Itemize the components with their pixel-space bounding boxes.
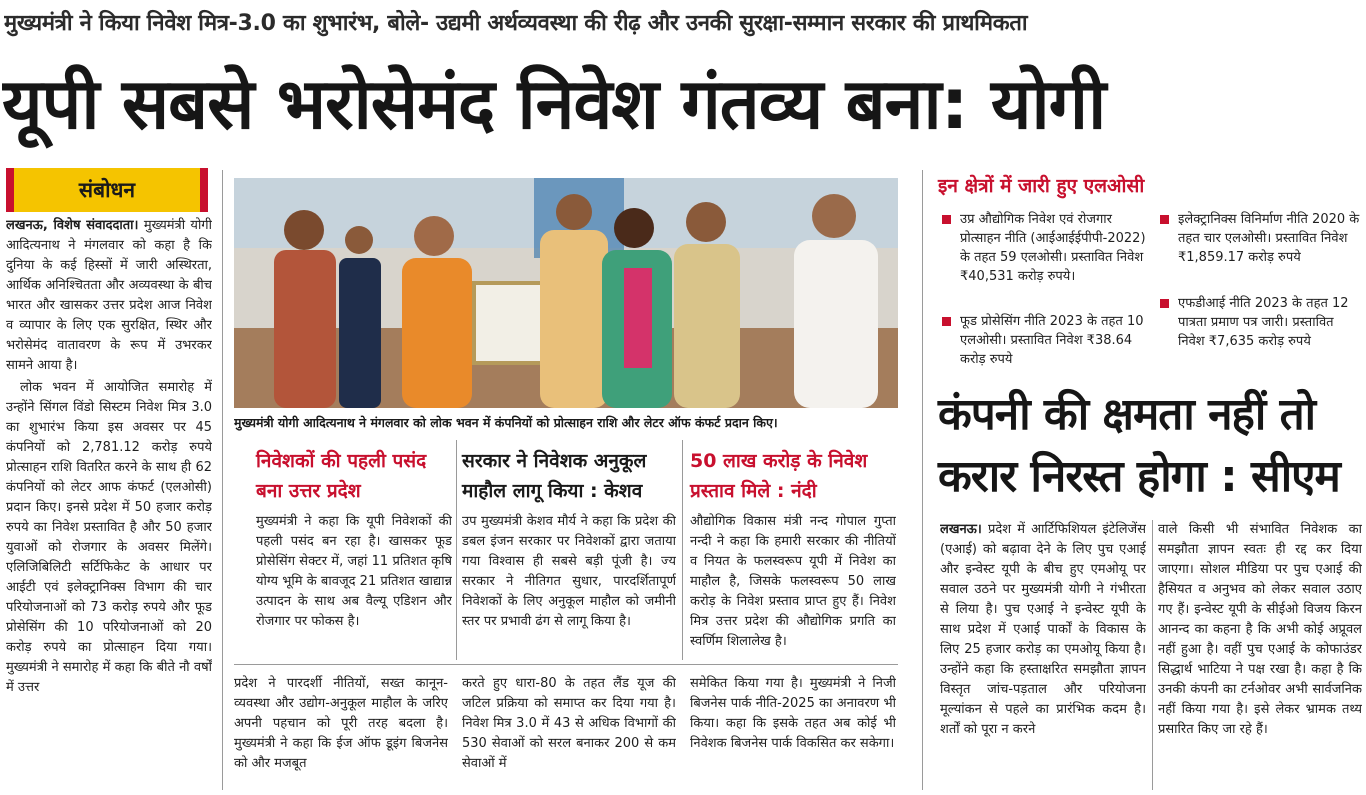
side-story-col-1 <box>940 520 1146 790</box>
side-story-dateline: लखनऊ। <box>940 522 982 537</box>
continuation-col-3: समेकित किया गया है। मुख्यमंत्री ने निजी बिजनेस पार्क नीति-2025 का अनावरण भी किया। कहा कि इसके तहत अब कोई भी निवेशक बिजनेस पार्क विकसित कर सकेगा। <box>690 676 896 751</box>
story1-heading: निवेशकों की पहली पसंद बना उत्तर प्रदेश <box>256 450 427 502</box>
red-square-bullet <box>1160 299 1169 308</box>
section-label <box>6 168 208 212</box>
loc-item-3 <box>1158 210 1362 290</box>
continuation-col-2: करते हुए धारा-80 के तहत लैंड यूज की जटिल प्रक्रिया को समाप्त कर दिया गया है। निवेश मित्र 3.0 में 43 से अधिक विभागों की 530 सेवाओं को सरल बनाकर 200 से कम सेवाओं में <box>462 676 676 771</box>
loc-item-4-text: एफडीआई नीति 2023 के तहत 12 पात्रता प्रमाण पत्र जारी। प्रस्तावित निवेश ₹7,635 करोड़ रुपये <box>1178 296 1349 349</box>
story2-body: उप मुख्यमंत्री केशव मौर्य ने कहा कि प्रदेश की डबल इंजन सरकार पर निवेशकों द्वारा जताया गया विश्वास ही सबसे बड़ी पूंजी है। ज्य सरकार ने नीतिगत सुधार, पारदर्शितापूर्ण निवेशकों के लिए अनुकूल माहौल को जमीनी स्तर पर प्रभावी ढंग से लागू किया है। <box>462 514 676 629</box>
story1-body: मुख्यमंत्री ने कहा कि यूपी निवेशकों की पहली पसंद बन रहा है। खासकर फूड प्रोसेसिंग सेक्टर में, जहां 11 प्रतिशत कृषि योग्य भूमि के बावजूद 21 प्रतिशत खाद्यान्न उत्पादन के साथ अब वैल्यू एडिशन और रोजगार पर फोकस है। <box>256 514 452 629</box>
left-column-p1 <box>6 216 212 376</box>
story3-body: औद्योगिक विकास मंत्री नन्द गोपाल गुप्ता नन्दी ने कहा कि हमारी सरकार की नीतियों व नियत के फलस्वरूप यूपी में निवेश का माहौल है, जिसके फलस्वरूप 50 लाख करोड़ के निवेश प्रस्ताव प्राप्त हुए हैं। निवेश मित्र उत्तर प्रदेश की औद्योगिक प्रगति का स्वर्णिम शिलालेख है। <box>690 514 896 649</box>
column-divider-2 <box>456 440 457 660</box>
loc-item-2 <box>940 312 1150 376</box>
loc-box-title: इन क्षेत्रों में जारी हुए एलओसी <box>938 175 1145 197</box>
loc-item-3-text: इलेक्ट्रानिक्स विनिर्माण नीति 2020 के तहत चार एलओसी। प्रस्तावित निवेश ₹1,859.17 करोड़ रुपये <box>1178 212 1360 265</box>
red-square-bullet <box>942 215 951 224</box>
left-column-story <box>6 216 212 792</box>
loc-item-1-text: उप्र औद्योगिक निवेश एवं रोजगार प्रोत्साहन नीति (आईआईईपीपी-2022) के तहत 59 एलओसी। प्रस्तावित निवेश ₹40,531 करोड़ रुपये। <box>960 212 1146 284</box>
event-photo <box>234 178 898 408</box>
column-divider-1 <box>222 170 223 790</box>
loc-item-2-text: फूड प्रोसेसिंग नीति 2023 के तहत 10 एलओसी। प्रस्तावित निवेश ₹38.64 करोड़ रुपये <box>960 314 1144 367</box>
side-story-col-1-text: प्रदेश में आर्टिफिशियल इंटेलिजेंस (एआई) को बढ़ावा देने के लिए पुच एआई और इन्वेस्ट यूपी के बीच हुए एमओयू पर सवाल उठने पर मुख्यमंत्री योगी ने गंभीरता से लिया है। पुच एआई ने इन्वेस्ट यूपी के साथ प्रदेश में एआई पार्कों के विकास के लिए 25 हजार करोड़ का एमओयू किया है। उन्होंने कहा कि हस्ताक्षरित समझौता ज्ञापन विस्तृत जांच-पड़ताल और परियोजना मूल्यांकन से पहले का प्रारंभिक कदम है। शर्तों को पूरा न करने <box>940 522 1146 737</box>
dateline: लखनऊ, विशेष संवाददाता। <box>6 218 139 233</box>
main-headline: यूपी सबसे भरोसेमंद निवेश गंतव्य बना: योगी <box>2 63 1106 145</box>
left-column-p2: लोक भवन में आयोजित समारोह में उन्होंने सिंगल विंडो सिस्टम निवेश मित्र 3.0 का शुभारंभ किया इस अवसर पर 45 कंपनियों को 2,781.12 करोड़ रुपये प्रोत्साहन राशि वितरित करने के साथ ही 62 कंपनियों को लेटर आफ कंफर्ट (एलओसी) प्रदान किए। इनसे प्रदेश में 50 हजार करोड़ रुपये का निवेश प्रस्तावित है और 50 हजार युवाओं को रोजगार के अवसर मिलेंगे। एलिजिबिलिटी सर्टिफिकेट के आधार पर आईटी एवं इलेक्ट्रानिक्स विभाग की चार परियोजनाओं को 73 करोड़ रुपये और फूड प्रोसेसिंग की 10 परियोजनाओं को 20 करोड़ रुपये का प्रोत्साहन दिया गया। मुख्यमंत्री ने समारोह में कहा कि बीते नौ वर्षों में उत्तर <box>6 380 212 695</box>
red-square-bullet <box>942 317 951 326</box>
left-column-p1-text: मुख्यमंत्री योगी आदित्यनाथ ने मंगलवार को कहा है कि दुनिया के कई हिस्सों में जारी अस्थिरता, आर्थिक अनिश्चितता और अव्यवस्था के बीच भारत और खासकर उत्तर प्रदेश आज निवेश व व्यापार के लिए एक सुरक्षित, स्थिर और भरोसेमंद वातावरण के रूप में उभरकर सामने आया है। <box>6 218 212 373</box>
kicker-headline: मुख्यमंत्री ने किया निवेश मित्र-3.0 का शुभारंभ, बोले- उद्यमी अर्थव्यवस्था की रीढ़ और उनकी सुरक्षा-सम्मान सरकार की प्राथमिकता <box>4 11 1028 36</box>
red-square-bullet <box>1160 215 1169 224</box>
event-photo-illustration <box>234 178 898 408</box>
loc-item-1 <box>940 210 1150 306</box>
section-label-text: संबोधन <box>78 178 136 202</box>
side-story-col-2: वाले किसी भी संभावित निवेशक का समझौता ज्ञापन स्वतः ही रद्द कर दिया जाएगा। सोशल मीडिया पर पुच एआई की हैसियत व अनुभव को लेकर सवाल उठाए गए हैं। इन्वेस्ट यूपी के सीईओ विजय किरन आनन्द का कहना है कि अभी कोई अप्रूवल नहीं हुआ है। वहीं पुच एआई के कोफाउंडर सिद्धार्थ भाटिया ने पक्ष रखा है। कहा है कि उनकी कंपनी का टर्नओवर अभी सार्वजनिक नहीं किया गया है। इसे लेकर भ्रामक तथ्य प्रसारित किए जा रहे हैं। <box>1158 522 1362 737</box>
column-divider-3 <box>682 440 683 660</box>
column-divider-4 <box>922 170 923 790</box>
continuation-col-1: प्रदेश ने पारदर्शी नीतियों, सख्त कानून-व्यवस्था और उद्योग-अनुकूल माहौल के जरिए अपनी पहचान को पूरी तरह बदला है। मुख्यमंत्री ने कहा कि ईज ऑफ डूइंग बिजनेस को और मजबूत <box>234 676 448 771</box>
story3-heading: 50 लाख करोड़ के निवेश प्रस्ताव मिले : नंदी <box>690 450 868 502</box>
photo-caption: मुख्यमंत्री योगी आदित्यनाथ ने मंगलवार को लोक भवन में कंपनियों को प्रोत्साहन राशि और लेटर ऑफ कंफर्ट प्रदान किए। <box>234 415 778 430</box>
loc-item-4 <box>1158 294 1362 376</box>
side-story-headline: कंपनी की क्षमता नहीं तो करार निरस्त होगा : सीएम <box>938 389 1340 502</box>
column-divider-5 <box>1152 520 1153 790</box>
boxed-section-bottom-rule <box>234 664 898 665</box>
story2-heading: सरकार ने निवेशक अनुकूल माहौल लागू किया : केशव <box>462 450 647 502</box>
